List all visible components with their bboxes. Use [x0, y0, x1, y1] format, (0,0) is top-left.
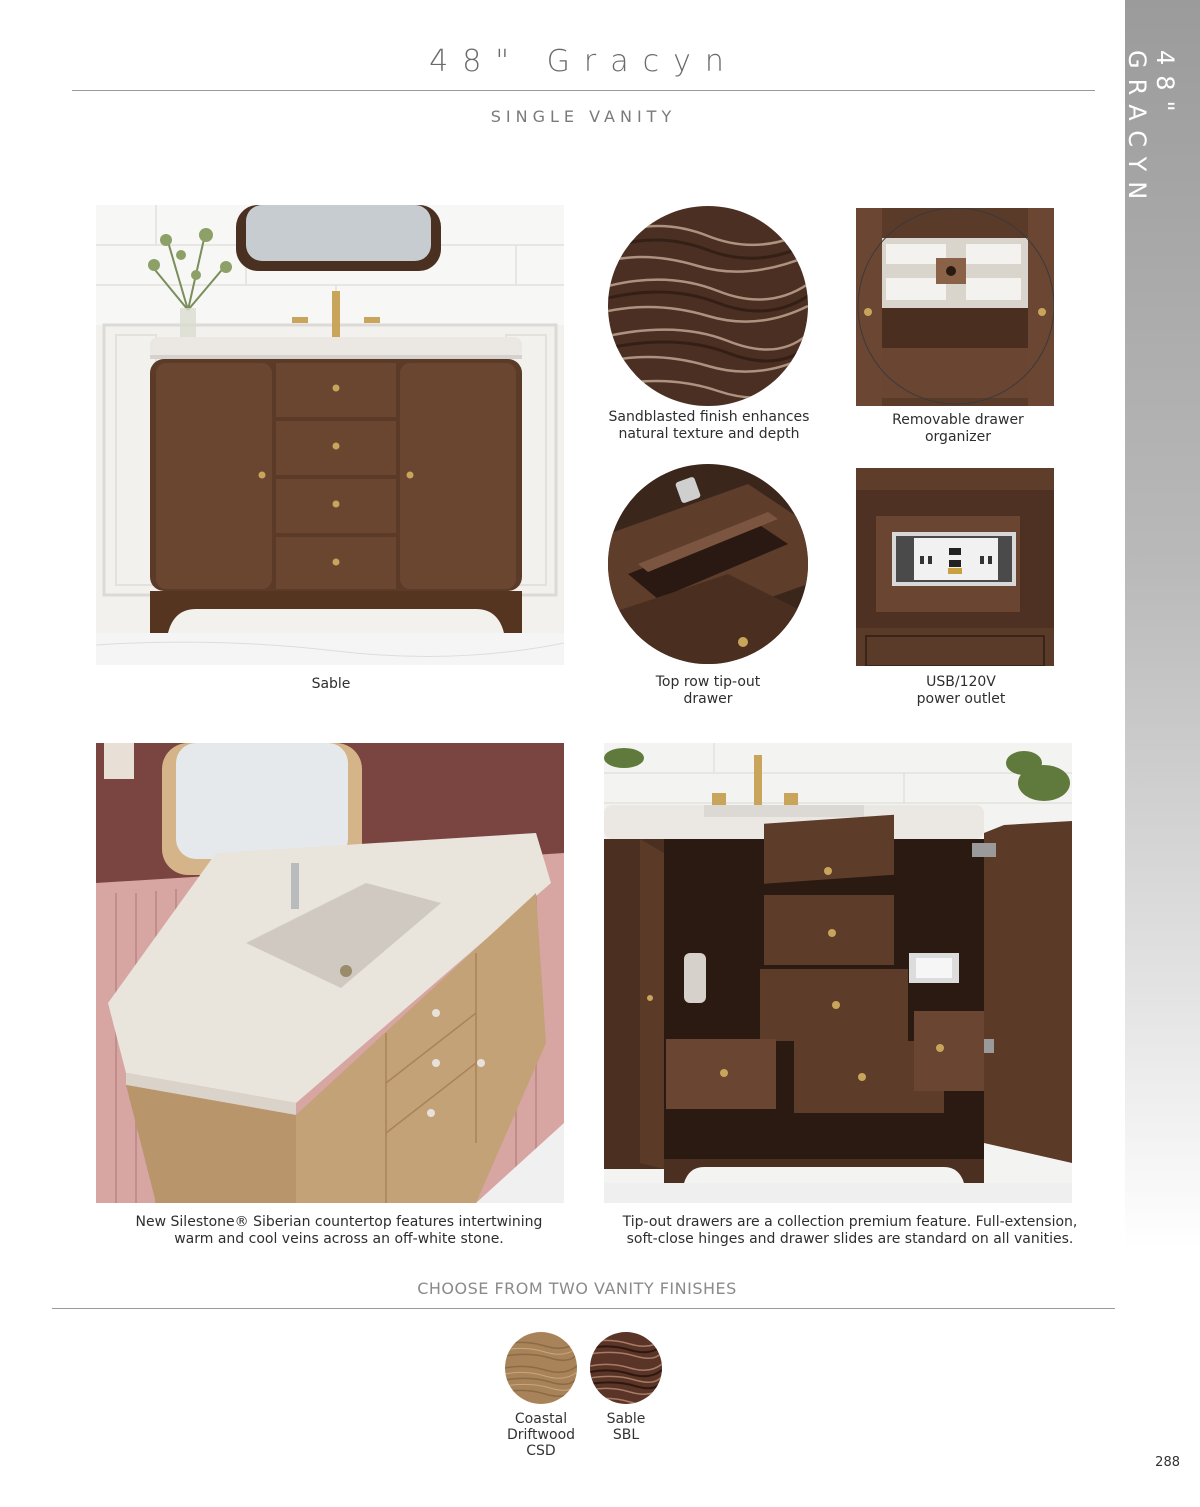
sandblasted-finish-photo: [608, 206, 808, 406]
outlet-caption: USB/120V power outlet: [916, 674, 1006, 707]
tipout-caption: Top row tip-out drawer: [655, 674, 761, 707]
title-divider: [72, 90, 1095, 91]
sable-vanity-photo: [96, 205, 564, 665]
finishes-heading: CHOOSE FROM TWO VANITY FINISHES: [417, 1279, 737, 1298]
tipout-drawer-photo: [608, 464, 808, 664]
swatch-sable[interactable]: [590, 1332, 662, 1404]
side-title: 48" GRACYN: [1123, 50, 1179, 210]
silestone-countertop-photo: [96, 743, 564, 1203]
swatch-label-coastal-driftwood: Coastal Driftwood CSD: [506, 1411, 576, 1459]
drawer-organizer-photo: [856, 208, 1054, 406]
page-number: 288: [1155, 1455, 1180, 1470]
page-subtitle: SINGLE VANITY: [490, 107, 677, 126]
finishes-divider: [52, 1308, 1115, 1309]
page-title: 48" Gracyn: [429, 44, 738, 79]
power-outlet-photo: [856, 468, 1054, 666]
sandblasted-caption: Sandblasted finish enhances natural texture and depth: [608, 409, 810, 442]
swatch-coastal-driftwood[interactable]: [505, 1332, 577, 1404]
open-drawers-photo: [604, 743, 1072, 1203]
silestone-caption: New Silestone® Siberian countertop features intertwining warm and cool veins across an off-white stone.: [135, 1214, 543, 1247]
organizer-caption: Removable drawer organizer: [892, 412, 1024, 445]
sable-caption: Sable: [311, 676, 351, 692]
drawers-caption: Tip-out drawers are a collection premium feature. Full-extension, soft-close hinges and drawer slides are standard on all vanities.: [622, 1214, 1078, 1247]
swatch-label-sable: Sable SBL: [606, 1411, 646, 1443]
